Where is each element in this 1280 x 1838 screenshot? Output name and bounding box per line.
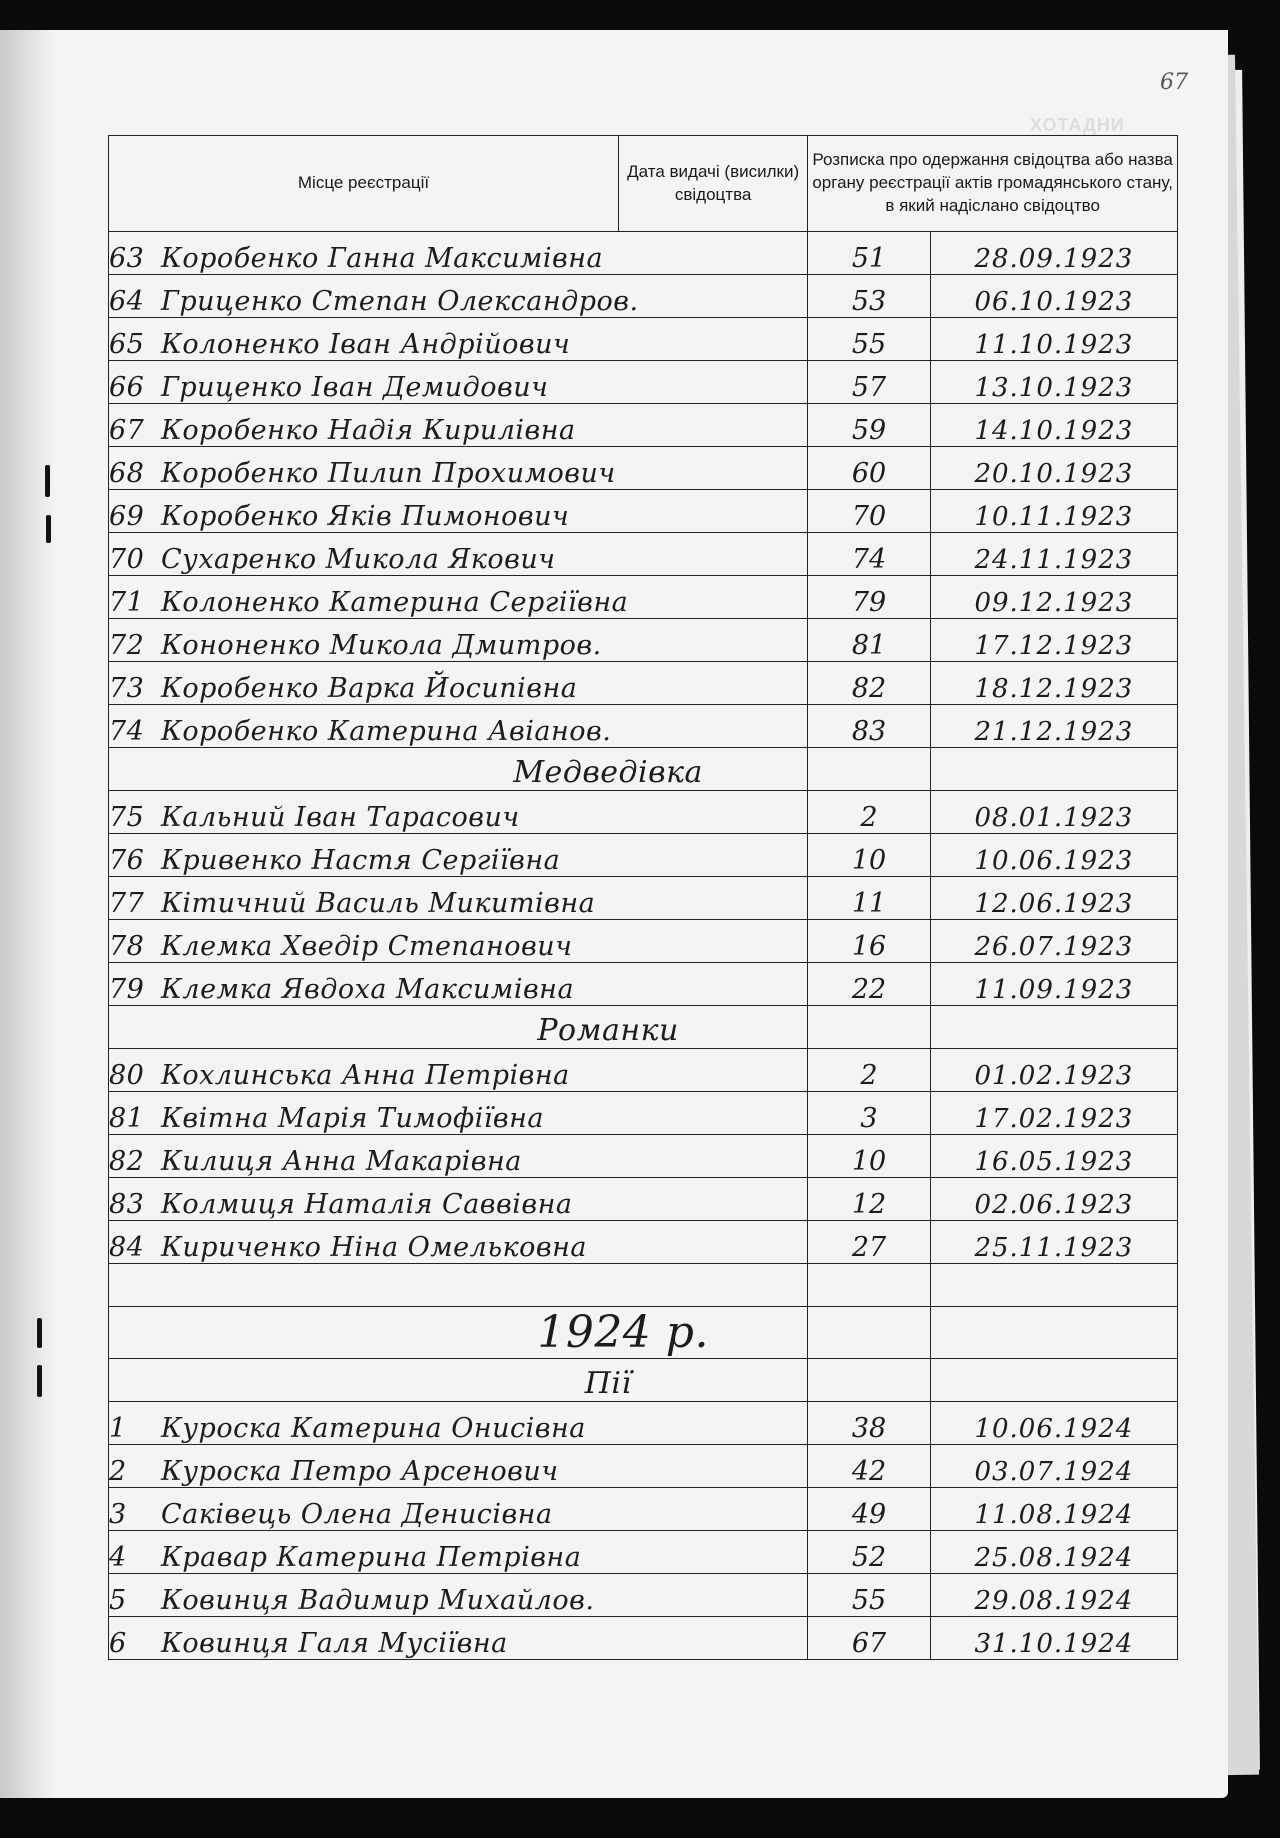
entry-number: 81 [109,1103,145,1134]
registry-entry-row [109,920,1178,963]
entry-record-number: 2 [808,1049,930,1092]
entry-place-cell [109,963,808,1006]
empty-cell [930,1006,1177,1049]
registry-entry-row [109,576,1178,619]
registry-entry-row [109,275,1178,318]
registry-entry-row [109,1402,1178,1445]
registry-entry-row [109,1617,1178,1660]
entry-place-cell [109,1221,808,1264]
village-name: Пії [109,1359,808,1402]
entry-record-number: 53 [808,275,930,318]
entry-date: 09.12.1923 [930,576,1177,619]
registry-entry-row [109,1092,1178,1135]
entry-place-cell [109,1135,808,1178]
entry-place-cell [109,533,808,576]
entry-date: 31.10.1924 [930,1617,1177,1660]
entry-name: Ковинця Галя Мусіївна [161,1628,508,1659]
entry-record-number: 55 [808,1574,930,1617]
entry-record-number: 59 [808,404,930,447]
blank-row [109,1264,1178,1307]
entry-date: 17.02.1923 [930,1092,1177,1135]
entry-date: 03.07.1924 [930,1445,1177,1488]
entry-record-number: 11 [808,877,930,920]
entry-record-number: 83 [808,705,930,748]
empty-cell [808,1264,930,1307]
page-binding-shadow [0,30,55,1798]
registry-entry-row [109,318,1178,361]
entry-number: 67 [109,415,145,446]
entry-name: Кітичний Василь Микитівна [161,888,596,919]
registry-entry-row [109,791,1178,834]
entry-place-cell [109,275,808,318]
entry-place-cell [109,490,808,533]
registry-entry-row [109,619,1178,662]
header-receipt: Розписка про одержання свідоцтва або назва органу реєстрації актів громадянського стану, в який надіслано свідоцтво [808,136,1178,232]
entry-record-number: 22 [808,963,930,1006]
entry-name: Кириченко Ніна Омельковна [161,1232,587,1263]
entry-place-cell [109,318,808,361]
entry-date: 10.06.1924 [930,1402,1177,1445]
registry-entry-row [109,1135,1178,1178]
entry-record-number: 38 [808,1402,930,1445]
entry-number: 74 [109,716,145,747]
year-heading: 1924 р. [109,1307,808,1359]
entry-record-number: 82 [808,662,930,705]
registry-entry-row [109,533,1178,576]
entry-number: 78 [109,931,145,962]
entry-name: Колоненко Катерина Сергіївна [161,587,629,618]
entry-number: 79 [109,974,145,1005]
entry-date: 14.10.1923 [930,404,1177,447]
entry-place-cell [109,1092,808,1135]
empty-cell [808,748,930,791]
binding-mark [46,515,51,543]
entry-date: 21.12.1923 [930,705,1177,748]
empty-cell [930,1359,1177,1402]
entry-number: 68 [109,458,145,489]
entry-number: 1 [109,1413,127,1444]
entry-date: 11.08.1924 [930,1488,1177,1531]
entry-name: Саківець Олена Денисівна [161,1499,553,1530]
village-name: Медведівка [109,748,808,791]
entry-name: Куроска Катерина Онисівна [161,1413,586,1444]
village-name: Романки [109,1006,808,1049]
entry-date: 12.06.1923 [930,877,1177,920]
entry-record-number: 74 [808,533,930,576]
entry-date: 28.09.1923 [930,232,1177,275]
entry-number: 84 [109,1232,145,1263]
entry-date: 10.06.1923 [930,834,1177,877]
entry-number: 6 [109,1628,127,1659]
entry-number: 3 [109,1499,127,1530]
entry-number: 65 [109,329,145,360]
registry-entry-row [109,1531,1178,1574]
registry-rows [109,232,1178,1660]
entry-place-cell [109,791,808,834]
entry-date: 25.08.1924 [930,1531,1177,1574]
entry-place-cell [109,1617,808,1660]
entry-date: 02.06.1923 [930,1178,1177,1221]
entry-place-cell [109,1049,808,1092]
entry-place-cell [109,576,808,619]
entry-place-cell [109,1488,808,1531]
registry-table [108,135,1178,1660]
entry-number: 76 [109,845,145,876]
entry-record-number: 12 [808,1178,930,1221]
entry-name: Коробенко Катерина Авіанов. [161,716,612,747]
entry-place-cell [109,705,808,748]
entry-record-number: 52 [808,1531,930,1574]
binding-mark [37,1318,42,1348]
entry-name: Ковинця Вадимир Михайлов. [161,1585,595,1616]
entry-number: 71 [109,587,145,618]
entry-record-number: 3 [808,1092,930,1135]
entry-date: 06.10.1923 [930,275,1177,318]
entry-record-number: 2 [808,791,930,834]
empty-cell [930,748,1177,791]
entry-name: Колоненко Іван Андрійович [161,329,571,360]
entry-place-cell [109,920,808,963]
entry-number: 82 [109,1146,145,1177]
entry-number: 83 [109,1189,145,1220]
entry-place-cell [109,361,808,404]
entry-name: Коробенко Пилип Прохимович [161,458,616,489]
registry-entry-row [109,447,1178,490]
entry-number: 77 [109,888,145,919]
entry-record-number: 16 [808,920,930,963]
empty-cell [808,1307,930,1359]
binding-mark [45,465,50,497]
registry-entry-row [109,1445,1178,1488]
entry-date: 18.12.1923 [930,662,1177,705]
empty-cell [930,1307,1177,1359]
entry-name: Колмиця Наталія Саввівна [161,1189,573,1220]
entry-place-cell [109,1574,808,1617]
bleed-through-heading: ХОТАДНИ [1030,115,1125,135]
entry-place-cell [109,1178,808,1221]
registry-entry-row [109,834,1178,877]
entry-number: 80 [109,1060,145,1091]
entry-date: 11.10.1923 [930,318,1177,361]
entry-record-number: 10 [808,834,930,877]
entry-date: 01.02.1923 [930,1049,1177,1092]
entry-number: 2 [109,1456,127,1487]
entry-name: Кальний Іван Тарасович [161,802,520,833]
registry-entry-row [109,361,1178,404]
entry-place-cell [109,404,808,447]
entry-record-number: 49 [808,1488,930,1531]
registry-entry-row [109,404,1178,447]
entry-name: Клемка Явдоха Максимівна [161,974,575,1005]
entry-number: 69 [109,501,145,532]
empty-cell [808,1006,930,1049]
entry-date: 16.05.1923 [930,1135,1177,1178]
entry-name: Квітна Марія Тимофіївна [161,1103,544,1134]
registry-entry-row [109,1049,1178,1092]
entry-name: Гриценко Степан Олександров. [161,286,639,317]
entry-date: 10.11.1923 [930,490,1177,533]
entry-number: 63 [109,243,145,274]
registry-entry-row [109,963,1178,1006]
entry-name: Кохлинська Анна Петрівна [161,1060,570,1091]
entry-place-cell [109,1402,808,1445]
entry-name: Кривенко Настя Сергіївна [161,845,561,876]
entry-name: Коробенко Ганна Максимівна [161,243,604,274]
village-heading-row [109,748,1178,791]
entry-number: 5 [109,1585,127,1616]
entry-place-cell [109,232,808,275]
entry-date: 17.12.1923 [930,619,1177,662]
entry-date: 13.10.1923 [930,361,1177,404]
entry-number: 73 [109,673,145,704]
entry-date: 26.07.1923 [930,920,1177,963]
entry-date: 20.10.1923 [930,447,1177,490]
registry-entry-row [109,662,1178,705]
entry-place-cell [109,877,808,920]
registry-entry-row [109,877,1178,920]
entry-record-number: 60 [808,447,930,490]
header-date-issue: Дата видачі (висилки) свідоцтва [618,136,807,232]
entry-date: 11.09.1923 [930,963,1177,1006]
registry-entry-row [109,705,1178,748]
year-heading-row [109,1307,1178,1359]
entry-record-number: 67 [808,1617,930,1660]
registry-entry-row [109,1221,1178,1264]
entry-number: 70 [109,544,145,575]
registry-entry-row [109,1488,1178,1531]
header-place: Місце реєстрації [109,136,619,232]
empty-cell [808,1359,930,1402]
entry-number: 4 [109,1542,127,1573]
empty-cell [930,1264,1177,1307]
entry-name: Коробенко Яків Пимонович [161,501,570,532]
registry-entry-row [109,232,1178,275]
entry-record-number: 10 [808,1135,930,1178]
entry-record-number: 42 [808,1445,930,1488]
entry-place-cell [109,447,808,490]
entry-place-cell [109,619,808,662]
entry-name: Гриценко Іван Демидович [161,372,549,403]
registry-entry-row [109,1178,1178,1221]
entry-number: 72 [109,630,145,661]
entry-place-cell [109,1445,808,1488]
entry-record-number: 57 [808,361,930,404]
village-heading-row [109,1359,1178,1402]
entry-place-cell [109,834,808,877]
page-number: 67 [1160,70,1188,95]
entry-number: 75 [109,802,145,833]
entry-date: 29.08.1924 [930,1574,1177,1617]
entry-place-cell [109,1531,808,1574]
entry-number: 64 [109,286,145,317]
registry-entry-row [109,1574,1178,1617]
entry-date: 08.01.1923 [930,791,1177,834]
entry-date: 25.11.1923 [930,1221,1177,1264]
entry-record-number: 55 [808,318,930,361]
empty-cell [109,1264,808,1307]
entry-name: Клемка Хведір Степанович [161,931,573,962]
entry-name: Сухаренко Микола Якович [161,544,556,575]
entry-name: Кравар Катерина Петрівна [161,1542,582,1573]
entry-record-number: 81 [808,619,930,662]
entry-record-number: 70 [808,490,930,533]
entry-record-number: 79 [808,576,930,619]
entry-name: Куроска Петро Арсенович [161,1456,559,1487]
entry-name: Коробенко Варка Йосипівна [161,673,578,704]
entry-name: Коробенко Надія Кирилівна [161,415,576,446]
village-heading-row [109,1006,1178,1049]
registry-entry-row [109,490,1178,533]
entry-name: Кононенко Микола Дмитров. [161,630,602,661]
entry-number: 66 [109,372,145,403]
binding-mark [37,1365,42,1397]
entry-name: Килиця Анна Макарівна [161,1146,522,1177]
entry-record-number: 51 [808,232,930,275]
entry-place-cell [109,662,808,705]
entry-date: 24.11.1923 [930,533,1177,576]
entry-record-number: 27 [808,1221,930,1264]
